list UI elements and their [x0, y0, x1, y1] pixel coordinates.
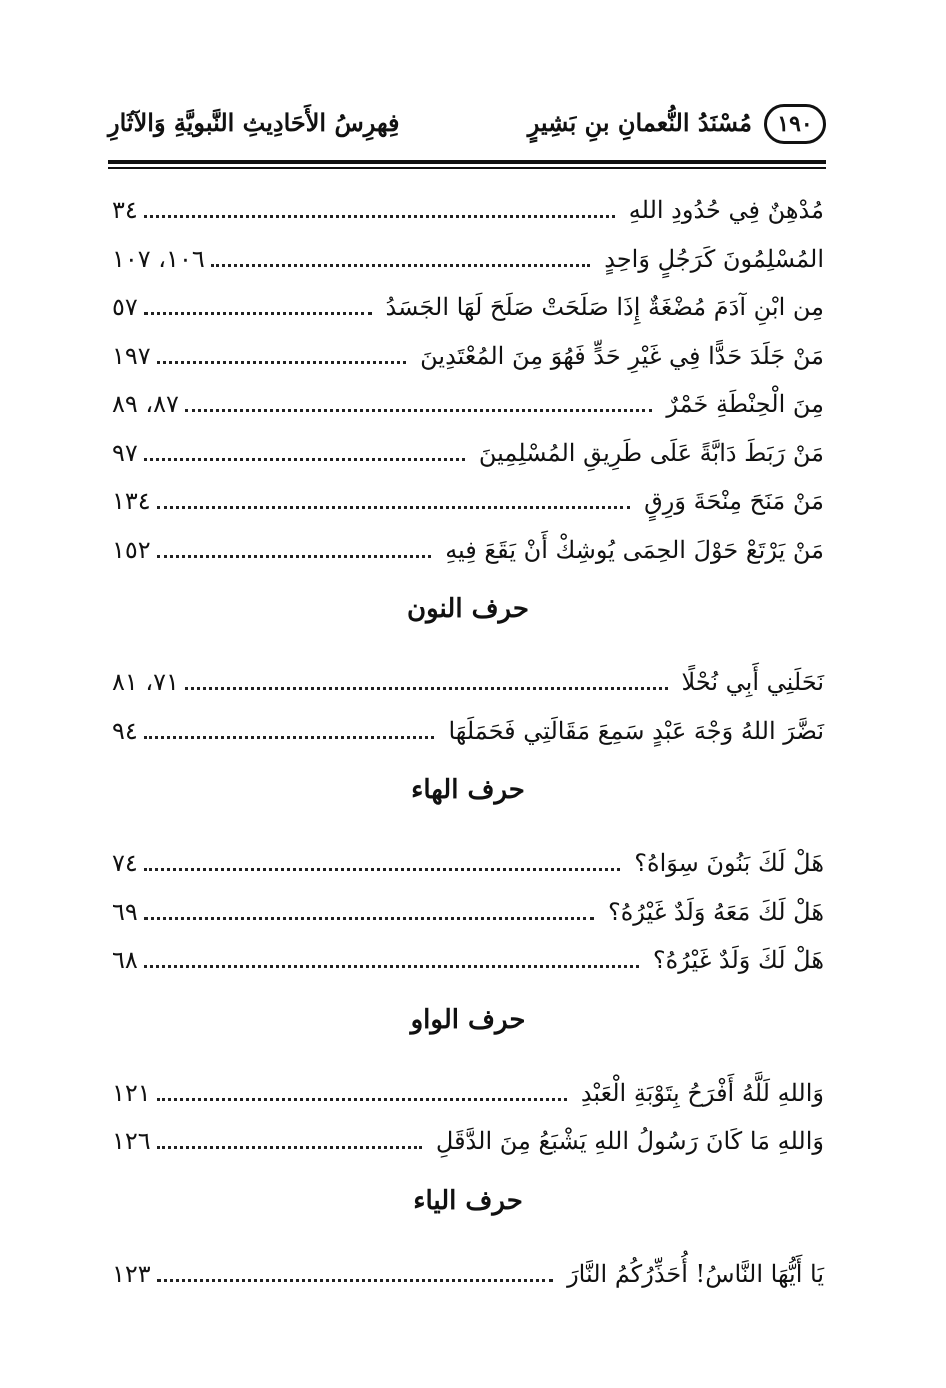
entry-text: مَنْ رَبَطَ دَابَّةً عَلَى طَرِيقِ المُسْلِمِينَ: [478, 438, 824, 467]
index-entry: [112, 936, 824, 985]
dot-leader: [144, 964, 639, 968]
entry-pages: ١٢٣: [112, 1259, 151, 1288]
entry-pages: ٨٧، ٨٩: [112, 390, 179, 419]
dot-leader: [157, 505, 630, 509]
entry-text: هَلْ لَكَ وَلَدٌ غَيْرُهُ؟: [652, 946, 824, 975]
entry-pages: ٩٤: [112, 716, 138, 745]
dot-leader: [157, 554, 432, 558]
entry-text: يَا أَيُّهَا النَّاسُ! أُحَذِّرُكُمُ النَّارَ: [567, 1259, 824, 1288]
entry-text: هَلْ لَكَ مَعَهُ وَلَدٌ غَيْرُهُ؟: [607, 897, 824, 926]
dot-leader: [157, 360, 406, 364]
dot-leader: [144, 916, 594, 920]
entry-pages: ٧٤: [112, 849, 138, 878]
dot-leader: [144, 735, 435, 739]
entry-pages: ٦٨: [112, 946, 138, 975]
index-entry: [112, 235, 824, 284]
index-entry: [112, 429, 824, 478]
entry-text: مُدْهِنٌ فِي حُدُودِ اللهِ: [628, 196, 824, 225]
index-entry: [112, 1069, 824, 1118]
dot-leader: [157, 1278, 553, 1282]
entry-text: مَنْ جَلَدَ حَدًّا فِي غَيْرِ حَدٍّ فَهُوَ مِنَ المُعْتَدِينَ: [420, 341, 824, 370]
entry-pages: ٦٩: [112, 897, 138, 926]
entry-text: نَضَّرَ اللهُ وَجْهَ عَبْدٍ سَمِعَ مَقَالَتِي فَحَمَلَهَا: [448, 716, 824, 745]
letter-heading: حرف النون: [407, 594, 529, 624]
entry-text: وَاللهِ لَلَّهُ أَفْرَحُ بِتَوْبَةِ الْعَبْدِ: [580, 1078, 824, 1107]
index-entry: [112, 888, 824, 937]
entry-pages: ٩٧: [112, 438, 138, 467]
entry-pages: ١٥٢: [112, 535, 151, 564]
dot-leader: [144, 311, 372, 315]
index-entry: [112, 380, 824, 429]
index-entry: [112, 332, 824, 381]
dot-leader: [144, 214, 615, 218]
entry-pages: ١٢١: [112, 1078, 151, 1107]
dot-leader: [185, 408, 652, 412]
entry-text: مِنَ الْحِنْطَةِ خَمْرٌ: [666, 390, 824, 419]
entry-text: وَاللهِ مَا كَانَ رَسُولُ اللهِ يَشْبَعُ مِنَ الدَّقَلِ: [435, 1127, 824, 1156]
entry-pages: ١٢٦: [112, 1127, 151, 1156]
entry-text: مِن ابْنِ آدَمَ مُضْغَةٌ إِذَا صَلَحَتْ صَلَحَ لَهَا الجَسَدُ: [385, 293, 824, 322]
index-entry: [112, 526, 824, 575]
entry-text: مَنْ مَنَحَ مِنْحَةَ وَرِقٍ: [644, 487, 824, 516]
index-entry: [112, 839, 824, 888]
entry-pages: ٥٧: [112, 293, 138, 322]
index-title: فِهرِسُ الأَحَادِيثِ النَّبويَّةِ وَالآثَارِ: [108, 108, 400, 137]
letter-heading: حرف الياء: [413, 1185, 523, 1216]
index-list: [112, 186, 824, 1298]
dot-leader: [211, 263, 591, 267]
entry-pages: ١٩٧: [112, 341, 151, 370]
index-entry: [112, 283, 824, 332]
entry-text: هَلْ لَكَ بَنُونَ سِوَاهُ؟: [634, 849, 824, 878]
entry-text: المُسْلِمُونَ كَرَجُلٍ وَاحِدٍ: [604, 244, 824, 273]
letter-heading: حرف الهاء: [411, 775, 525, 805]
entry-text: نَحَلَنِي أَبِي نُحْلًا: [681, 668, 824, 697]
page-header: [108, 104, 826, 154]
header-rule-thin: [108, 167, 826, 169]
entry-pages: ٧١، ٨١: [112, 668, 179, 697]
dot-leader: [144, 457, 465, 461]
dot-leader: [157, 1097, 567, 1101]
header-rule-thick: [108, 160, 826, 164]
page-number: ١٩٠: [764, 104, 826, 144]
index-entry: [112, 477, 824, 526]
entry-pages: ٣٤: [112, 196, 138, 225]
entry-pages: ١٠٦، ١٠٧: [112, 244, 205, 273]
entry-pages: ١٣٤: [112, 487, 151, 516]
index-entry: [112, 186, 824, 235]
running-title: مُسْنَدُ النُّعمانِ بنِ بَشِيرٍ: [527, 108, 752, 137]
index-entry: [112, 707, 824, 756]
entry-text: مَنْ يَرْتَعْ حَوْلَ الحِمَى يُوشِكْ أَنْ يَقَعَ فِيهِ: [445, 535, 824, 564]
index-entry: [112, 658, 824, 707]
index-entry: [112, 1117, 824, 1166]
letter-heading: حرف الواو: [410, 1004, 526, 1035]
dot-leader: [185, 686, 668, 690]
dot-leader: [144, 867, 621, 871]
dot-leader: [157, 1145, 422, 1149]
index-entry: [112, 1250, 824, 1299]
